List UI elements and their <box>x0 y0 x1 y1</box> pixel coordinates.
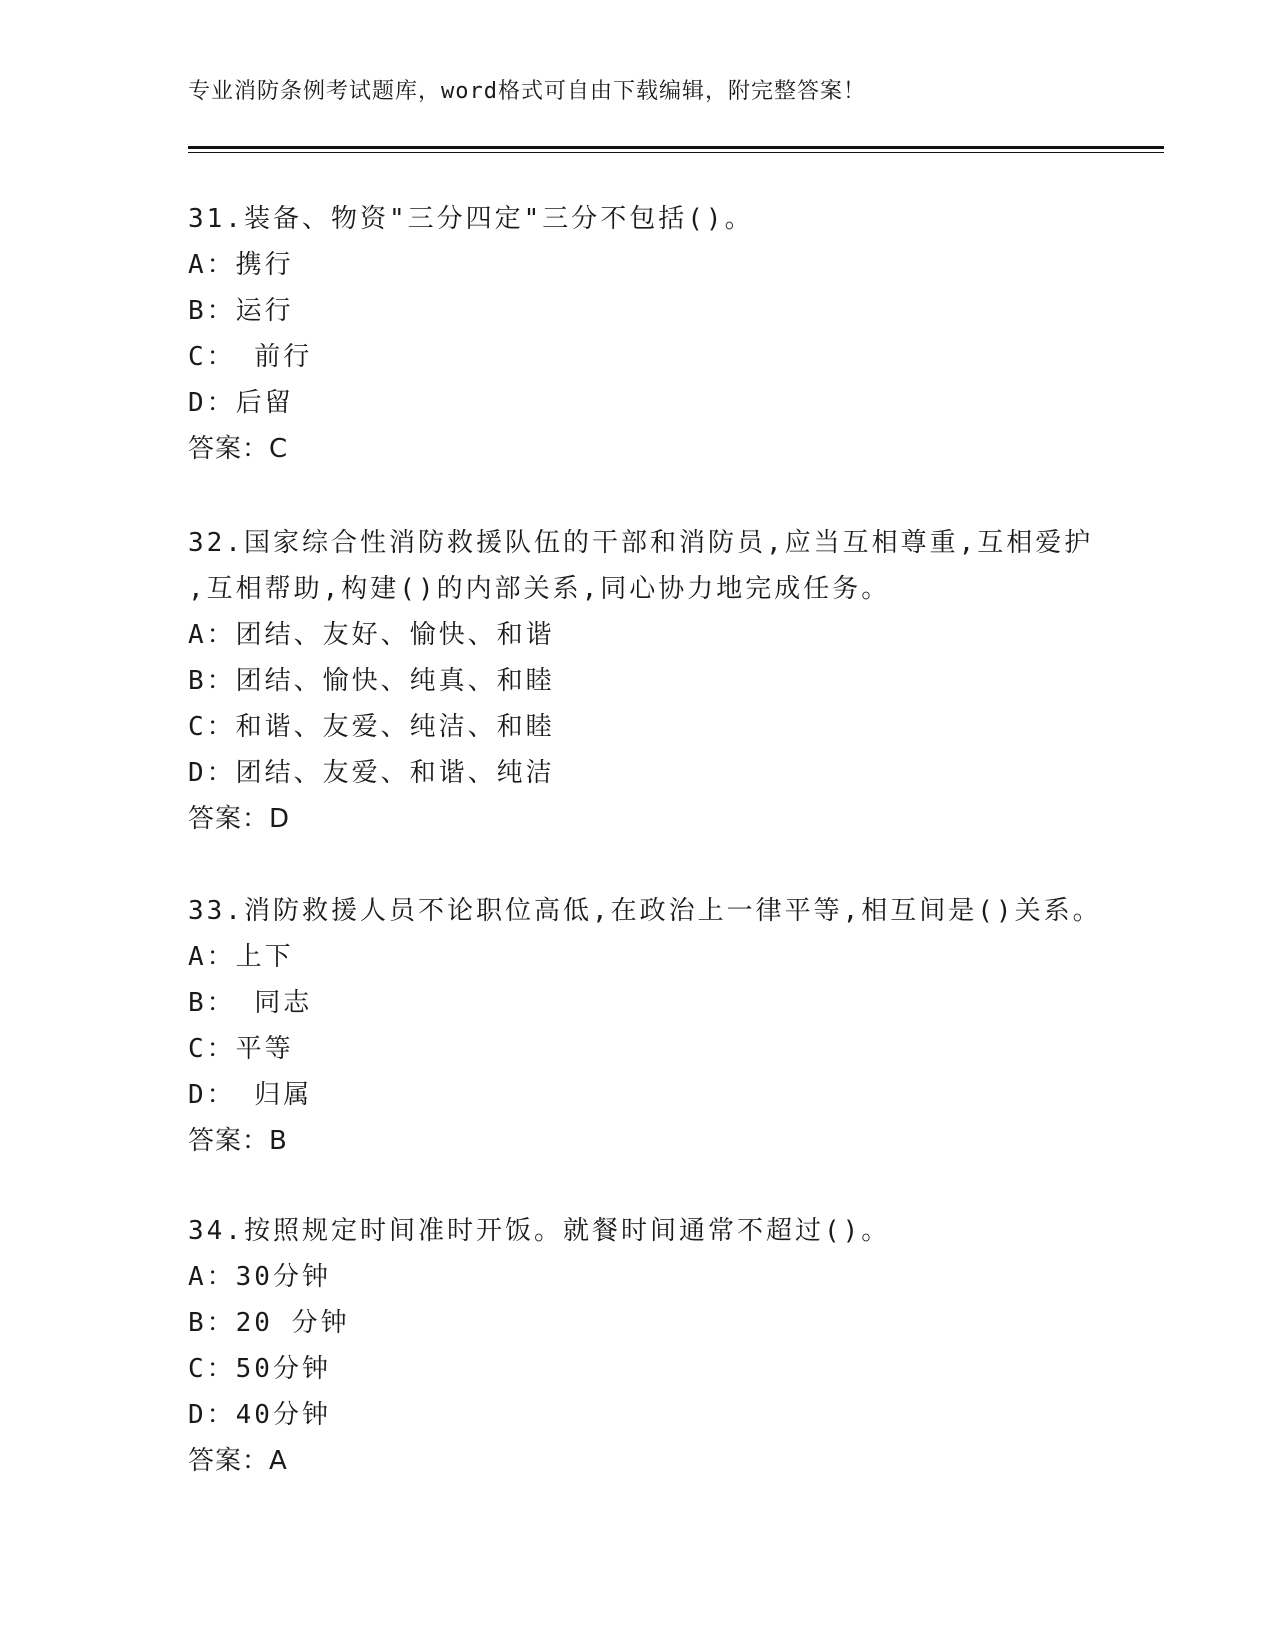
option-text: 归属 <box>235 1080 313 1110</box>
option-key: D： <box>188 388 236 418</box>
option-a <box>188 934 1088 980</box>
option-key: D： <box>188 1080 236 1110</box>
question-34 <box>188 1208 1088 1484</box>
option-d <box>188 1392 1088 1438</box>
option-key: B： <box>188 1308 236 1338</box>
option-text: 前行 <box>235 342 313 372</box>
question-33 <box>188 888 1102 1164</box>
option-text: 团结、友好、愉快、和谐 <box>235 620 555 650</box>
question-stem: 31.装备、物资"三分四定"三分不包括()。 <box>188 204 754 234</box>
page-header: 专业消防条例考试题库，word格式可自由下载编辑，附完整答案！ <box>188 79 866 104</box>
answer: 答案：C <box>188 434 289 464</box>
option-d <box>188 750 1088 796</box>
option-text: 团结、友爱、和谐、纯洁 <box>235 758 555 788</box>
header-rule-thick <box>188 146 1164 149</box>
option-text: 40分钟 <box>235 1400 331 1430</box>
option-key: C： <box>188 342 236 372</box>
option-a <box>188 1254 1088 1300</box>
option-key: B： <box>188 666 236 696</box>
option-c <box>188 1346 1088 1392</box>
answer: 答案：A <box>188 1446 288 1476</box>
question-stem: 33.消防救援人员不论职位高低,在政治上一律平等,相互间是()关系。 <box>188 896 1102 926</box>
header-rule-thin <box>188 152 1164 153</box>
option-b <box>188 1300 1088 1346</box>
option-text: 上下 <box>235 942 294 972</box>
option-text: 同志 <box>235 988 313 1018</box>
option-key: B： <box>188 296 236 326</box>
answer: 答案：B <box>188 1126 288 1156</box>
question-stem: 32.国家综合性消防救援队伍的干部和消防员,应当互相尊重,互相爱护 <box>188 528 1094 558</box>
option-a <box>188 242 1088 288</box>
option-text: 后留 <box>235 388 294 418</box>
option-text: 团结、愉快、纯真、和睦 <box>235 666 555 696</box>
option-text: 运行 <box>235 296 294 326</box>
option-key: A： <box>188 620 236 650</box>
option-b <box>188 980 1088 1026</box>
option-text: 50分钟 <box>235 1354 331 1384</box>
option-key: D： <box>188 758 236 788</box>
option-key: B： <box>188 988 236 1018</box>
option-c <box>188 334 1088 380</box>
question-32 <box>188 520 1094 842</box>
question-stem: 34.按照规定时间准时开饭。就餐时间通常不超过()。 <box>188 1216 891 1246</box>
option-key: A： <box>188 942 236 972</box>
option-key: C： <box>188 1034 236 1064</box>
option-key: C： <box>188 1354 236 1384</box>
option-b <box>188 288 1088 334</box>
option-d <box>188 380 1088 426</box>
option-a <box>188 612 1088 658</box>
option-text: 携行 <box>235 250 294 280</box>
question-stem-continued: ,互相帮助,构建()的内部关系,同心协力地完成任务。 <box>188 574 891 604</box>
answer: 答案：D <box>188 804 291 834</box>
option-text: 30分钟 <box>235 1262 331 1292</box>
option-c <box>188 1026 1088 1072</box>
question-31 <box>188 196 1088 472</box>
option-text: 20 分钟 <box>235 1308 350 1338</box>
option-text: 平等 <box>235 1034 294 1064</box>
option-key: C： <box>188 712 236 742</box>
option-key: D： <box>188 1400 236 1430</box>
option-key: A： <box>188 250 236 280</box>
option-text: 和谐、友爱、纯洁、和睦 <box>235 712 555 742</box>
option-c <box>188 704 1088 750</box>
option-d <box>188 1072 1088 1118</box>
option-key: A： <box>188 1262 236 1292</box>
option-b <box>188 658 1088 704</box>
